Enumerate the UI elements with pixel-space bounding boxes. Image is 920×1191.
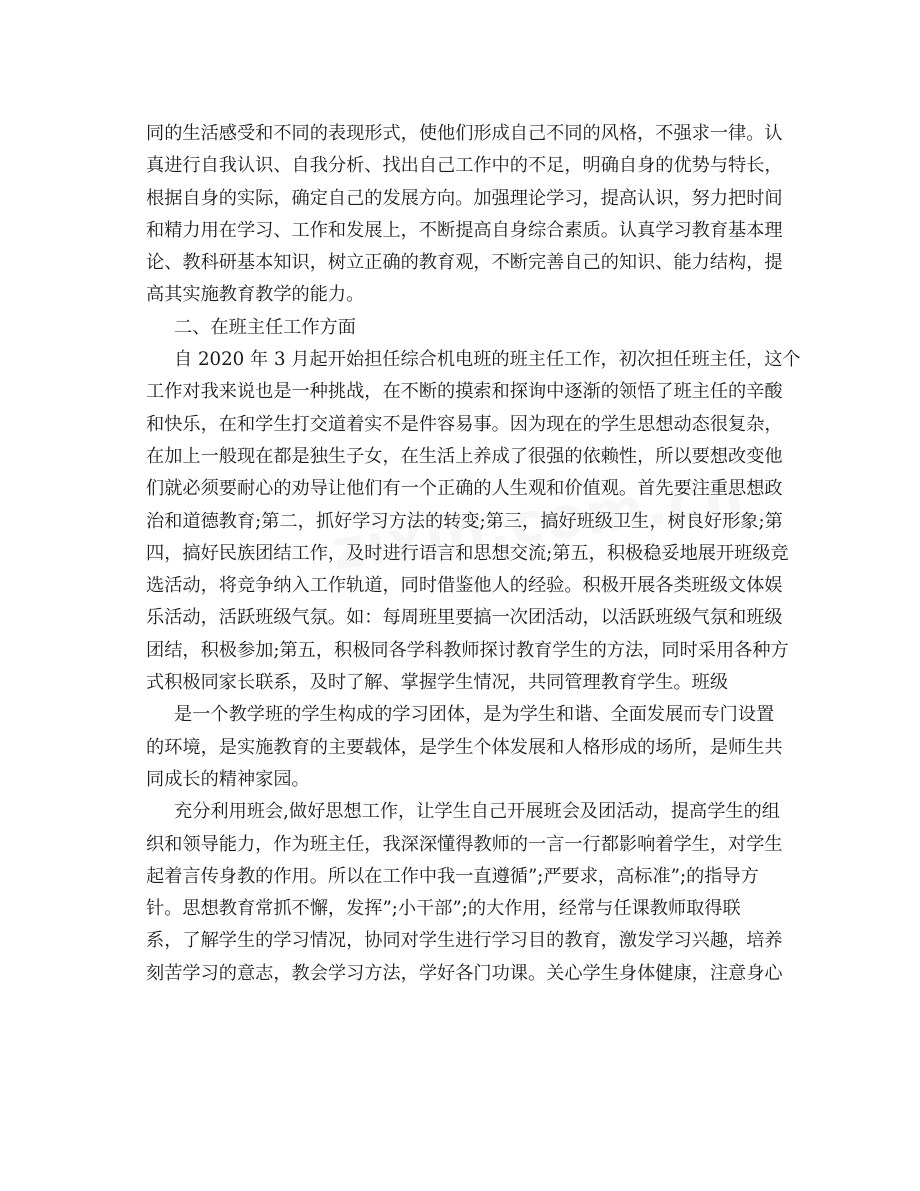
text-line: 刻苦学习的意志，教会学习方法，学好各门功课。关心学生身体健康，注意身心 (146, 962, 783, 984)
text-line: 根据自身的实际，确定自己的发展方向。加强理论学习，提高认识，努力把时间 (146, 187, 783, 209)
text-line: 工作对我来说也是一种挑战，在不断的摸索和探询中逐渐的领悟了班主任的辛酸 (146, 381, 783, 403)
text-line: 是一个教学班的学生构成的学习团体，是为学生和谐、全面发展而专门设置 (174, 704, 775, 726)
paragraph (146, 699, 786, 796)
document-body (146, 118, 801, 990)
text-line: 自 2020 年 3 月起开始担任综合机电班的班主任工作，初次担任班主任，这个 (174, 349, 801, 371)
text-line: 充分利用班会,做好思想工作，让学生自己开展班会及团活动，提高学生的组 (174, 801, 780, 823)
text-line: 二、在班主任工作方面 (174, 316, 356, 338)
text-line: 乐活动，活跃班级气氛。如：每周班里要搞一次团活动，以活跃班级气氛和班级 (146, 607, 783, 629)
text-line: 同的生活感受和不同的表现形式，使他们形成自己不同的风格，不强求一律。认 (146, 123, 783, 144)
text-line: 同成长的精神家园。 (146, 768, 310, 790)
text-line: 在加上一般现在都是独生子女，在生活上养成了很强的依赖性，所以要想改变他 (146, 445, 783, 467)
text-line: 团结，积极参加;第五，积极同各学科教师探讨教育学生的方法，同时采用各种方 (146, 639, 789, 661)
text-line: 选活动，将竞争纳入工作轨道，同时借鉴他人的经验。积极开展各类班级文体娱 (146, 575, 783, 597)
paragraph (146, 344, 801, 699)
text-line: 织和领导能力，作为班主任，我深深懂得教师的一言一行都影响着学生，对学生 (146, 833, 783, 855)
text-line: 四，搞好民族团结工作，及时进行语言和思想交流;第五，积极稳妥地展开班级竞 (146, 542, 789, 564)
text-line: 和快乐，在和学生打交道着实不是件容易事。因为现在的学生思想动态很复杂， (146, 413, 783, 435)
text-line: 治和道德教育;第二，抓好学习方法的转变;第三，搞好班级卫生，树良好形象;第 (146, 510, 783, 532)
text-line: 系，了解学生的学习情况，协同对学生进行学习目的教育，激发学习兴趣，培养 (146, 930, 783, 952)
text-line: 起着言传身教的作用。所以在工作中我一直遵循”;严要求，高标准”;的指导方 (146, 865, 759, 887)
paragraph (146, 796, 786, 990)
text-line: 高其实施教育教学的能力。 (146, 284, 365, 306)
text-line: 的环境，是实施教育的主要载体，是学生个体发展和人格形成的场所，是师生共 (146, 736, 783, 758)
paragraph (146, 118, 786, 312)
text-line: 们就必须要耐心的劝导让他们有一个正确的人生观和价值观。首先要注重思想政 (146, 478, 783, 500)
paragraph (146, 312, 786, 344)
text-line: 式积极同家长联系，及时了解、掌握学生情况，共同管理教育学生。班级 (146, 672, 729, 694)
text-line: 真进行自我认识、自我分析、找出自己工作中的不足，明确自身的优势与特长， (146, 155, 783, 177)
text-line: 针。思想教育常抓不懈，发挥”;小干部”;的大作用，经常与任课教师取得联 (146, 898, 741, 920)
text-line: 和精力用在学习、工作和发展上，不断提高自身综合素质。认真学习教育基本理 (146, 219, 783, 241)
text-line: 论、教科研基本知识，树立正确的教育观，不断完善自己的知识、能力结构，提 (146, 252, 783, 274)
